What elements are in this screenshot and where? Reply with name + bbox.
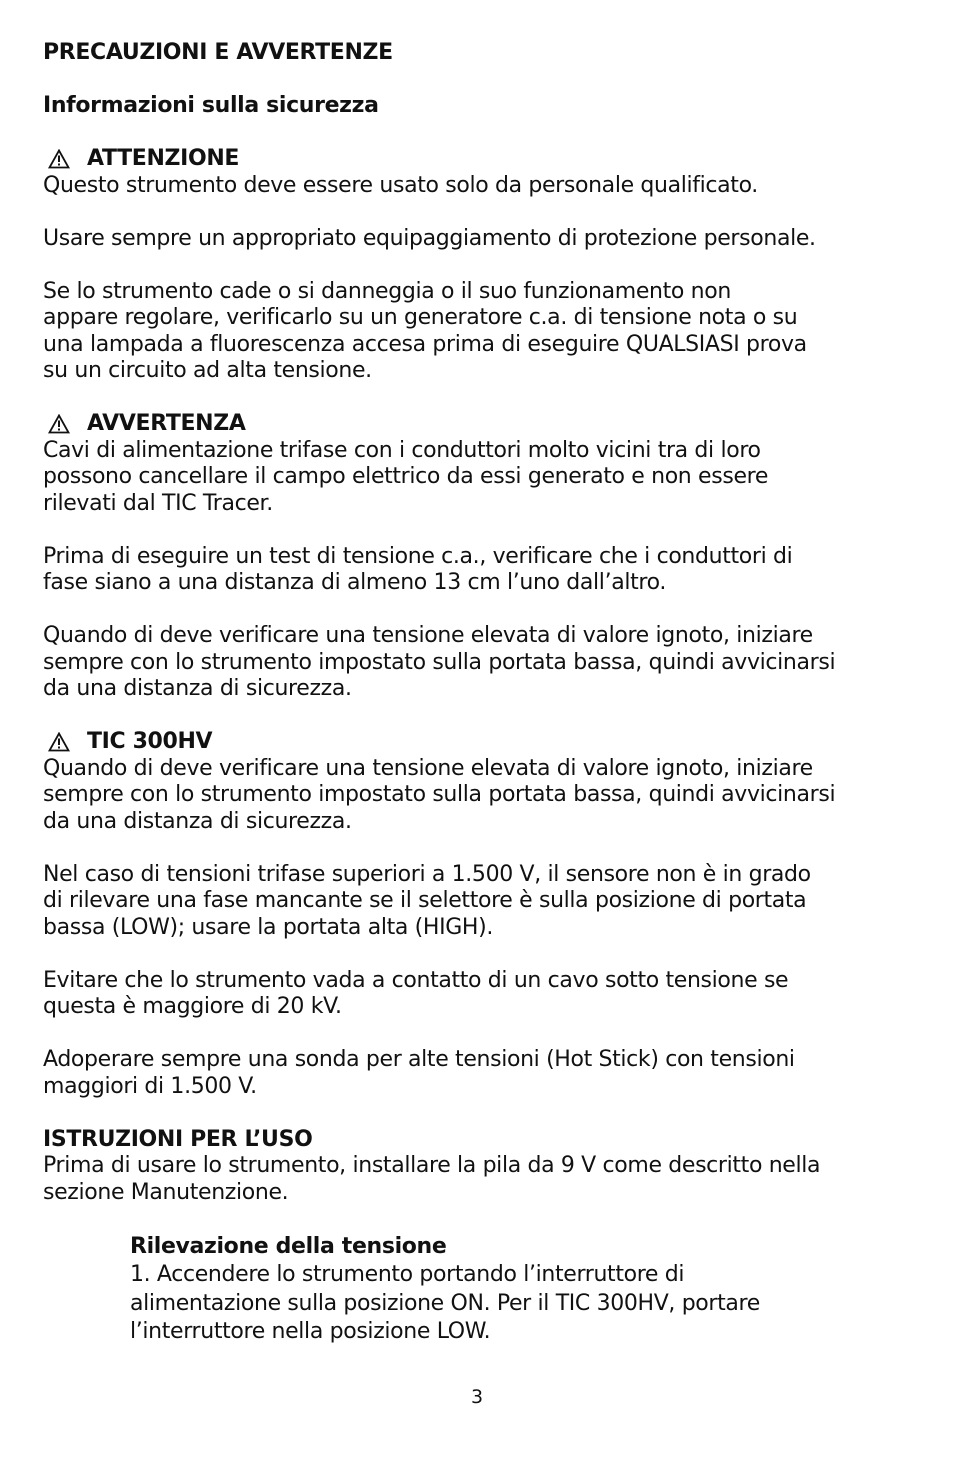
- warning-text-line: da una distanza di sicurezza.: [43, 676, 352, 701]
- warning-heading: [43, 729, 923, 756]
- warning-text-line: da una distanza di sicurezza.: [43, 808, 352, 834]
- subsection-line: l’interruttore nella posizione LOW.: [130, 1319, 491, 1344]
- warning-text-line: appare regolare, verificarlo su un generatore c.a. di tensione nota o su: [43, 305, 798, 330]
- warning-text-line: maggiori di 1.500 V.: [43, 1073, 257, 1099]
- warning-title: AVVERTENZA: [87, 411, 246, 436]
- subsection-line: alimentazione sulla posizione ON. Per il TIC 300HV, portare: [130, 1290, 760, 1316]
- section-subheading: Informazioni sulla sicurezza: [43, 93, 379, 118]
- warning-triangle-icon: [48, 414, 70, 434]
- warning-triangle-icon: [48, 732, 70, 752]
- warning-text-line: su un circuito ad alta tensione.: [43, 358, 372, 383]
- subsection-title: Rilevazione della tensione: [130, 1233, 447, 1259]
- warning-text-line: Questo strumento deve essere usato solo da personale qualificato.: [43, 172, 758, 198]
- warning-title: ATTENZIONE: [87, 146, 240, 171]
- warning-triangle-icon: [48, 149, 70, 169]
- page-number: 3: [470, 1386, 484, 1408]
- subsection-line: 1. Accendere lo strumento portando l’interruttore di: [130, 1262, 685, 1287]
- warning-text-line: sempre con lo strumento impostato sulla portata bassa, quindi avvicinarsi: [43, 649, 836, 675]
- warning-text-line: sempre con lo strumento impostato sulla portata bassa, quindi avvicinarsi: [43, 782, 836, 807]
- warning-text-line: Adoperare sempre una sonda per alte tensioni (Hot Stick) con tensioni: [43, 1047, 795, 1072]
- section-heading: PRECAUZIONI E AVVERTENZE: [43, 40, 393, 65]
- warning-text-line: Usare sempre un appropriato equipaggiamento di protezione personale.: [43, 225, 816, 251]
- warning-text-line: Cavi di alimentazione trifase con i conduttori molto vicini tra di loro: [43, 437, 761, 463]
- document-page: [43, 40, 923, 1347]
- warning-heading: [43, 411, 923, 438]
- warning-text-line: Evitare che lo strumento vada a contatto di un cavo sotto tensione se: [43, 967, 789, 993]
- warning-text-line: Prima di eseguire un test di tensione c.a., verificare che i conduttori di: [43, 543, 793, 569]
- subsection: [43, 1233, 923, 1347]
- warning-text-line: di rilevare una fase mancante se il selettore è sulla posizione di portata: [43, 888, 807, 913]
- warning-text-line: possono cancellare il campo elettrico da essi generato e non essere: [43, 464, 769, 489]
- warning-heading: [43, 146, 923, 173]
- warning-text-line: una lampada a fluorescenza accesa prima di eseguire QUALSIASI prova: [43, 331, 807, 357]
- warning-text-line: bassa (LOW); usare la portata alta (HIGH).: [43, 914, 493, 940]
- warning-text-line: Nel caso di tensioni trifase superiori a 1.500 V, il sensore non è in grado: [43, 861, 811, 887]
- instructions-line: Prima di usare lo strumento, installare la pila da 9 V come descritto nella: [43, 1153, 821, 1178]
- warning-text-line: Se lo strumento cade o si danneggia o il suo funzionamento non: [43, 278, 731, 304]
- warning-text-line: Quando di deve verificare una tensione elevata di valore ignoto, iniziare: [43, 623, 813, 648]
- warning-text-line: rilevati dal TIC Tracer.: [43, 490, 273, 516]
- warning-text-line: Quando di deve verificare una tensione elevata di valore ignoto, iniziare: [43, 755, 813, 781]
- warning-text-line: fase siano a una distanza di almeno 13 cm l’uno dall’altro.: [43, 570, 666, 595]
- instructions-line: sezione Manutenzione.: [43, 1179, 289, 1205]
- warning-title: TIC 300HV: [87, 729, 213, 754]
- warnings-container: [43, 146, 923, 1127]
- warning-text-line: questa è maggiore di 20 kV.: [43, 994, 342, 1019]
- instructions-title: ISTRUZIONI PER L’USO: [43, 1126, 313, 1152]
